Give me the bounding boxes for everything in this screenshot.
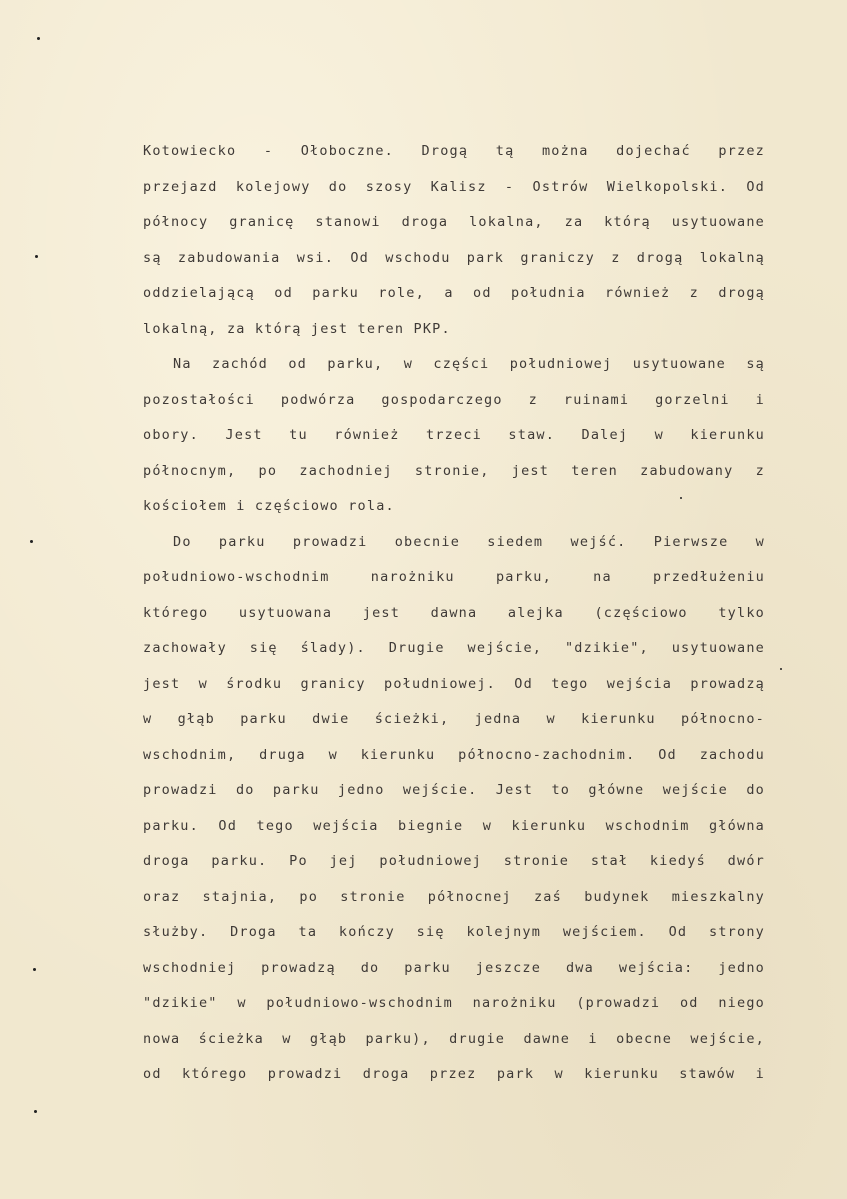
text-line: prowadzi do parku jedno wejście. Jest to główne wejście do [143,782,765,798]
text-line: przejazd kolejowy do szosy Kalisz - Ostrów Wielkopolski. Od [143,178,765,195]
text-line: wschodniej prowadzą do parku jeszcze dwa wejścia: jedno [143,959,765,976]
text-line: w głąb parku dwie ścieżki, jedna w kierunku północno- [143,711,765,727]
text-line: północy granicę stanowi droga lokalna, za którą usytuowane [143,214,765,230]
text-line: parku. Od tego wejścia biegnie w kierunku wschodnim główna [143,817,765,834]
text-line: pozostałości podwórza gospodarczego z ruinami gorzelni i [143,391,765,408]
text-line: droga parku. Po jej południowej stronie stał kiedyś dwór [143,853,765,869]
text-line: oddzielającą od parku role, a od południa również z drogą [143,285,765,301]
text-line: którego usytuowana jest dawna alejka (częściowo tylko [143,604,765,621]
text-line: od którego prowadzi droga przez park w kierunku stawów i [143,1066,765,1082]
scan-speck [34,1110,37,1113]
scan-speck [35,255,38,258]
scan-speck [30,540,33,543]
document-body [143,134,765,1093]
text-line: jest w środku granicy południowej. Od tego wejścia prowadzą [143,675,765,692]
text-line: Kotowiecko - Ołoboczne. Drogą tą można dojechać przez [143,143,765,159]
scan-speck [37,37,40,40]
text-line: Do parku prowadzi obecnie siedem wejść. Pierwsze w [173,533,765,550]
text-line: Na zachód od parku, w części południowej usytuowane są [173,356,765,372]
text-line: lokalną, za którą jest teren PKP. [143,320,451,337]
text-line: wschodnim, druga w kierunku północno-zachodnim. Od zachodu [143,746,765,763]
text-line: kościołem i częściowo rola. [143,498,395,514]
text-line: "dzikie" w południowo-wschodnim narożniku (prowadzi od niego [143,995,765,1011]
text-line: oraz stajnia, po stronie północnej zaś budynek mieszkalny [143,888,765,905]
text-line: obory. Jest tu również trzeci staw. Dalej w kierunku [143,427,765,443]
text-line: są zabudowania wsi. Od wschodu park graniczy z drogą lokalną [143,249,765,266]
text-line: nowa ścieżka w głąb parku), drugie dawne i obecne wejście, [143,1030,765,1047]
scan-speck [780,668,782,670]
text-line: zachowały się ślady). Drugie wejście, "dzikie", usytuowane [143,640,765,656]
text-line: południowo-wschodnim narożniku parku, na przedłużeniu [143,569,765,585]
text-line: północnym, po zachodniej stronie, jest teren zabudowany z [143,462,765,479]
scan-speck [33,968,36,971]
text-line: służby. Droga ta kończy się kolejnym wejściem. Od strony [143,924,765,940]
